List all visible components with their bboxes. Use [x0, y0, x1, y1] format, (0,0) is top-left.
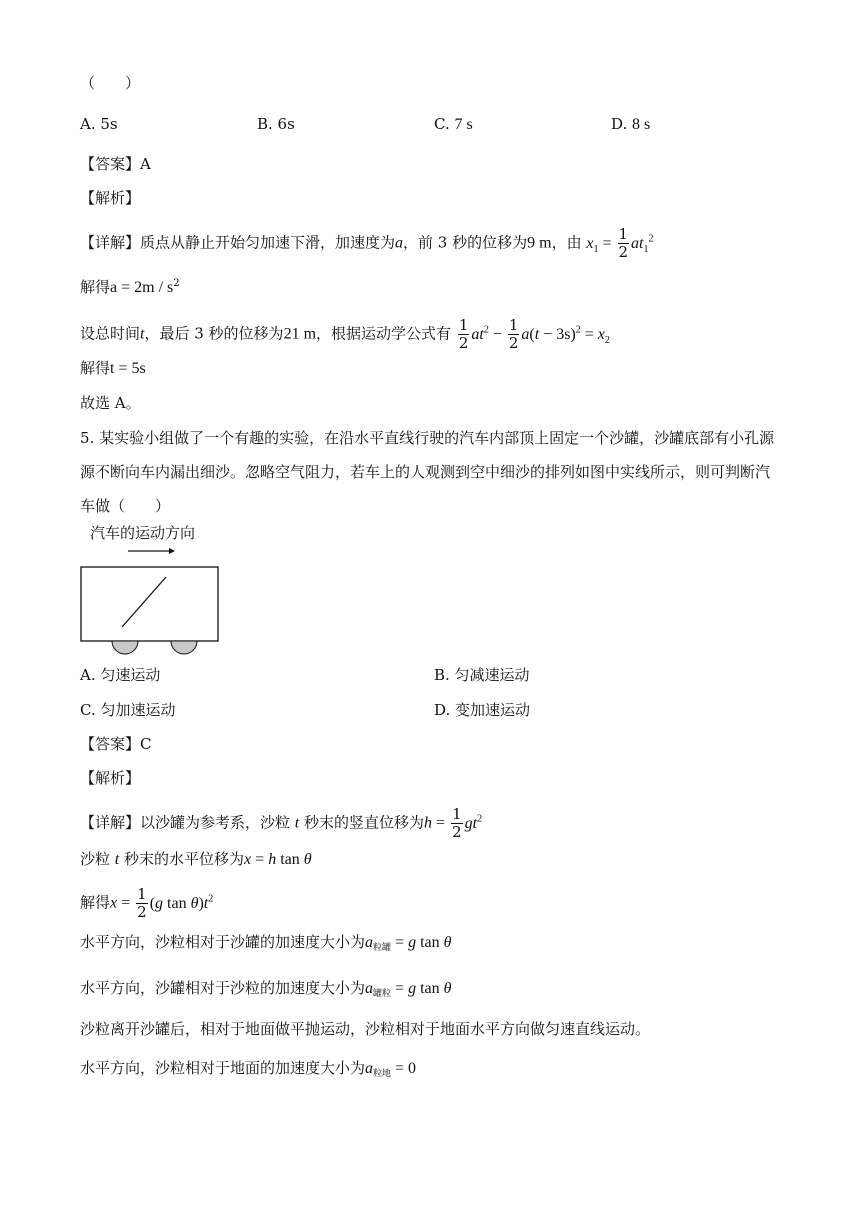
option-a: A. 5s [80, 115, 118, 133]
answer-label: 【答案】C [80, 735, 152, 753]
detail-line-1: 【详解】以沙罐为参考系，沙粒 t 秒末的竖直位移为h = $\frac{1}{2}$ $gt^2$ [80, 805, 483, 841]
question-stem-line-3: 车做（ ） [80, 497, 171, 515]
option-d: D. 8 s [611, 115, 651, 133]
car-body [81, 567, 218, 641]
option-b: B. 6s [257, 115, 295, 133]
solve-t-line: 解得t = 5s [80, 359, 146, 377]
option-d: D. 变加速运动 [434, 701, 531, 719]
question-stem-line-2: 源不断向车内漏出细沙。忽略空气阻力，若车上的人观测到空中细沙的排列如图中实线所示，则可判断汽 [80, 463, 771, 481]
option-c: C. 7 s [434, 115, 473, 133]
answer-label: 【答案】A [80, 155, 151, 173]
detail-line-3: 解得x = $\frac{1}{2}$ (g $\tan \theta)t^2$ [80, 885, 214, 921]
figure-direction-label: 汽车的运动方向 [90, 524, 196, 542]
detail-line-4: 水平方向，沙粒相对于沙罐的加速度大小为$a_{粒罐} = g$ tan θ [80, 933, 452, 953]
analysis-label: 【解析】 [80, 189, 141, 207]
wheel-right [171, 641, 197, 654]
detail-line: 【详解】质点从静止开始匀加速下滑，加速度为a，前 3 秒的位移为9 m，由 $x_1$ = $\frac{1}{2}$ $at_1^2$ [80, 225, 654, 261]
question-stem-line-1: 5. 某实验小组做了一个有趣的实验，在沿水平直线行驶的汽车内部顶上固定一个沙罐，沙罐底部有小孔源 [80, 429, 775, 447]
car-figure [76, 540, 226, 655]
choose-line: 故选 A。 [80, 394, 141, 412]
wheel-left [112, 641, 138, 654]
detail-line-6: 沙粒离开沙罐后，相对于地面做平抛运动，沙粒相对于地面水平方向做匀速直线运动。 [80, 1020, 651, 1038]
option-a: A. 匀速运动 [80, 666, 161, 684]
option-b: B. 匀减速运动 [434, 666, 530, 684]
option-c: C. 匀加速运动 [80, 701, 176, 719]
analysis-label: 【解析】 [80, 769, 141, 787]
answer-bracket: （ ） [80, 74, 141, 92]
total-time-line: 设总时间t，最后 3 秒的位移为21 m，根据运动学公式有 $\frac{1}{2}$ $at^2$ − $\frac{1}{2}$ $a(t - 3s)^2 = x_2$ [80, 316, 610, 352]
detail-line-5: 水平方向，沙罐相对于沙粒的加速度大小为$a_{罐粒} = g$ tan θ [80, 979, 452, 999]
detail-line-7: 水平方向，沙粒相对于地面的加速度大小为$a_{粒地} = 0$ [80, 1059, 417, 1079]
direction-arrow-head [169, 548, 175, 554]
detail-line-2: 沙粒 t 秒末的水平位移为x = h tan θ [80, 850, 312, 868]
solve-a-line: 解得$a = 2m / s^2$ [80, 278, 180, 296]
